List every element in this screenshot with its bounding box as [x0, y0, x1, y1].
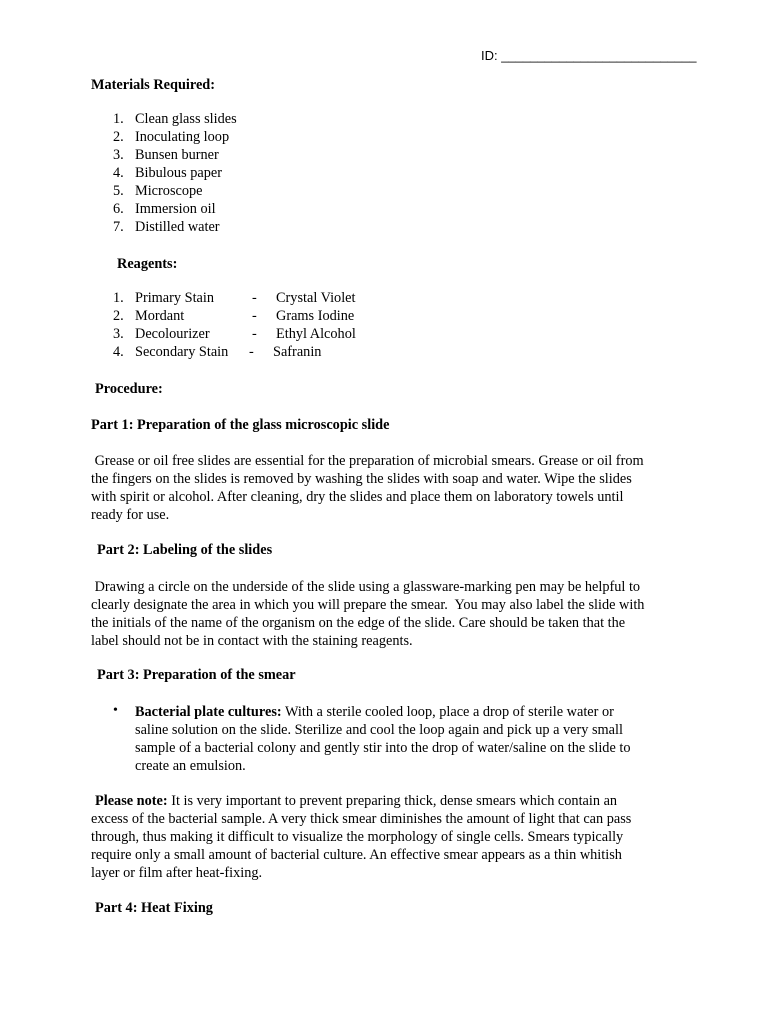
note-label: Please note: [95, 793, 168, 809]
list-item: 6. Immersion oil [113, 201, 216, 217]
list-item: 4. Secondary Stain - Safranin [113, 344, 322, 360]
list-item: 3. Decolourizer - Ethyl Alcohol [113, 326, 356, 342]
list-item: 7. Distilled water [113, 219, 220, 235]
list-item: 4. Bibulous paper [113, 165, 222, 181]
list-item: 2. Mordant - Grams Iodine [113, 308, 355, 324]
reagents-list [113, 290, 413, 362]
list-item: 2. Inoculating loop [113, 129, 230, 145]
list-item: 3. Bunsen burner [113, 147, 219, 163]
note-paragraph: Please note: It is very important to prevent preparing thick, dense smears which contain an excess of the bacterial sample. A very thick smear diminishes the amount of light that can pass through, thus making it difficult to visualize the morphology of single cells. Smears typically require only a small amount of bacterial culture. An effective smear appears as a thin whitish layer or film after heat-fixing. [91, 793, 632, 881]
materials-list [113, 111, 237, 237]
part2-heading: Part 2: Labeling of the slides [97, 542, 273, 558]
part1-heading: Part 1: Preparation of the glass microscopic slide [91, 417, 390, 433]
bullet-label: Bacterial plate cultures: [135, 704, 282, 720]
list-item: 5. Microscope [113, 183, 203, 199]
part4-heading: Part 4: Heat Fixing [95, 900, 213, 916]
reagents-heading: Reagents: [117, 256, 178, 272]
part3-heading: Part 3: Preparation of the smear [97, 667, 296, 683]
list-item: 1. Clean glass slides [113, 111, 237, 127]
list-item: 1. Primary Stain - Crystal Violet [113, 290, 356, 306]
materials-heading: Materials Required: [91, 77, 216, 93]
id-blank[interactable]: ___________________________ [501, 48, 697, 63]
procedure-heading: Procedure: [95, 381, 163, 397]
part2-paragraph: Drawing a circle on the underside of the slide using a glassware-marking pen may be helpful to clearly designate the area in which you will prepare the smear. You may also label the slide with the initials of the name of the organism on the edge of the slide. Care should be taken that the label should not be in contact with the staining reagents. [91, 579, 645, 649]
bullet-paragraph: Bacterial plate cultures: With a sterile cooled loop, place a drop of sterile water or saline solution on the slide. Sterilize and cool the loop again and pick up a very small sample of a bacterial colony and gently stir into the drop of water/saline on the slide to create an emulsion. [135, 704, 631, 774]
id-label: ID: [481, 48, 498, 63]
id-field[interactable] [481, 48, 696, 63]
part1-paragraph: Grease or oil free slides are essential for the preparation of microbial smears. Grease or oil from the fingers on the slides is removed by washing the slides with soap and water. Wipe the slides with spirit or alcohol. After cleaning, dry the slides and place them on laboratory towels until ready for use. [91, 453, 644, 523]
bullet-icon: • [113, 703, 118, 718]
